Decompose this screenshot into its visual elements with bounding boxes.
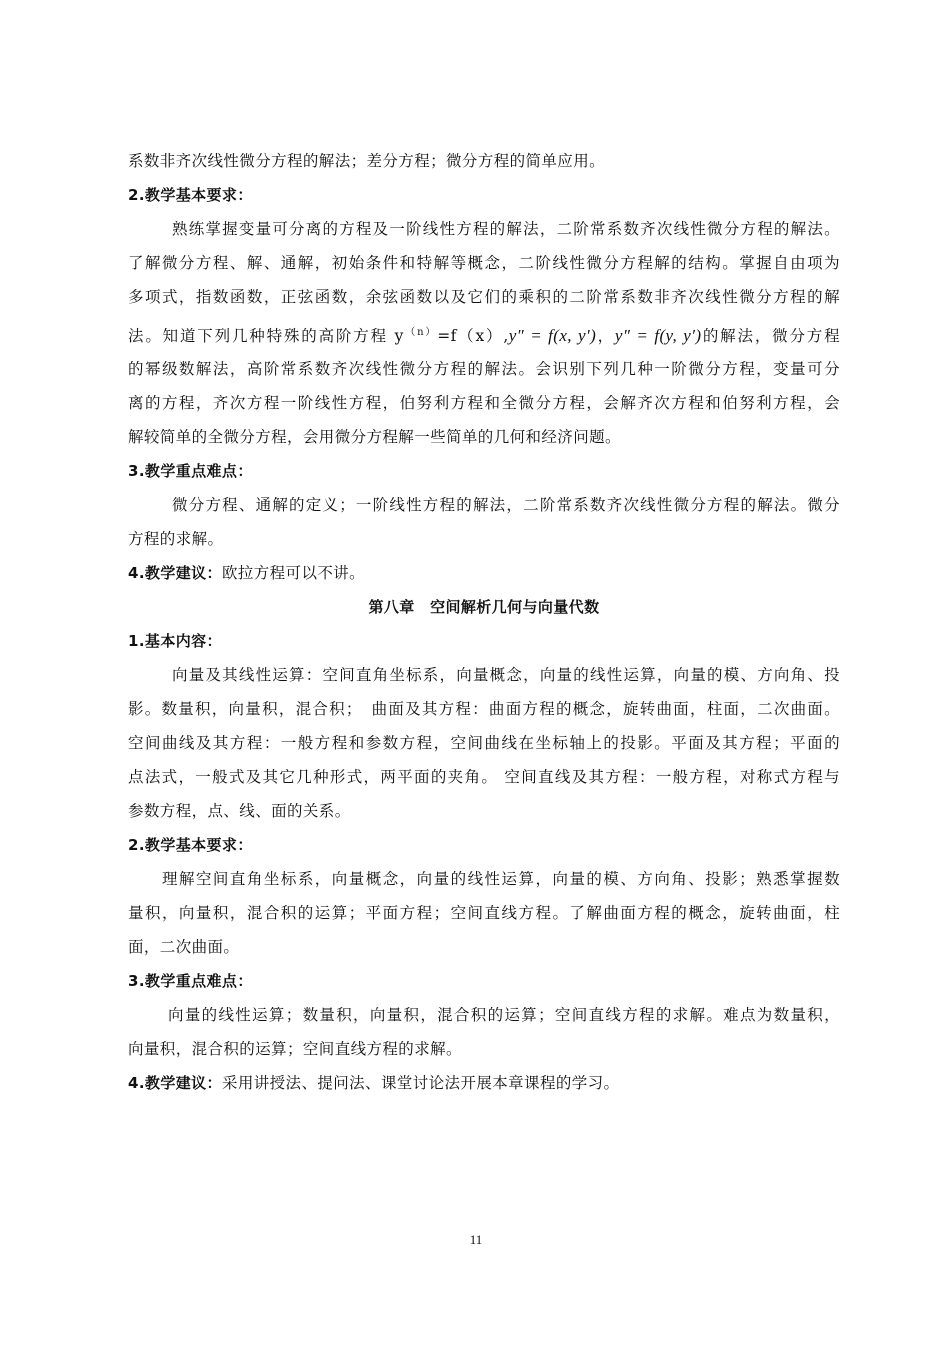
paragraph-line: 向量及其线性运算：空间直角坐标系，向量概念，向量的线性运算，向量的模、方向角、投 [172,666,840,684]
section-heading [128,558,840,592]
paragraph-line: 量积，向量积，混合积的运算；平面方程；空间直线方程。了解曲面方程的概念，旋转曲面，柱 [128,904,840,922]
section-heading: 1.基本内容： [128,632,222,650]
paragraph-line: 多项式，指数函数，正弦函数，余弦函数以及它们的乘积的二阶常系数非齐次线性微分方程的解 [128,288,840,306]
paragraph-line: 离的方程，齐次方程一阶线性方程，伯努利方程和全微分方程，会解齐次方程和伯努利方程，会 [128,394,840,412]
formula-suffix-text: 的解法，微分方程 [701,327,840,346]
paragraph-line: 解较简单的全微分方程，会用微分方程解一些简单的几何和经济问题。 [128,428,621,446]
paragraph-line: 空间曲线及其方程：一般方程和参数方程，空间曲线在坐标轴上的投影。平面及其方程；平面的 [128,734,840,752]
formula-inline-text: =f（x）, [437,327,509,346]
chapter-title: 第八章 空间解析几何与向量代数 [368,598,600,616]
paragraph-line: 微分方程、通解的定义；一阶线性方程的解法，二阶常系数齐次线性微分方程的解法。微分 [172,496,840,514]
paragraph-line: 的幂级数解法，高阶常系数齐次线性微分方程的解法。会识别下列几种一阶微分方程，变量可分 [128,360,840,378]
paragraph-line: 参数方程，点、线、面的关系。 [128,802,351,820]
paragraph-line: 方程的求解。 [128,530,224,548]
section-heading: 2.教学基本要求： [128,836,253,854]
paragraph-line: 向量的线性运算；数量积，向量积，混合积的运算；空间直线方程的求解。难点为数量积， [168,1006,840,1024]
suggestion-text: 欧拉方程可以不讲。 [221,564,366,582]
paragraph-line: 系数非齐次线性微分方程的解法；差分方程；微分方程的简单应用。 [128,152,606,170]
section-heading: 3.教学重点难点： [128,462,253,480]
formula-prefix-text: 法。知道下列几种特殊的高阶方程 y [128,327,404,346]
paragraph-line: 了解微分方程、解、通解，初始条件和特解等概念，二阶线性微分方程解的结构。掌握自由项为 [128,254,840,272]
paragraph-line-with-formula [128,316,840,354]
suggestion-text: 采用讲授法、提问法、课堂讨论法开展本章课程的学习。 [221,1074,620,1092]
page-body [128,146,840,1102]
formula-equation-1: y″ = f(x, y′) [508,326,597,346]
paragraph-line: 向量积，混合积的运算；空间直线方程的求解。 [128,1040,462,1058]
formula-equation-2: y″ = f(y, y′) [614,326,702,346]
suggestion-label: 4.教学建议： [128,564,222,582]
paragraph-line: 理解空间直角坐标系，向量概念，向量的线性运算，向量的模、方向角、投影；熟悉掌握数 [162,870,840,888]
paragraph-line: 点法式，一般式及其它几种形式，两平面的夹角。 空间直线及其方程：一般方程，对称式方程与 [128,768,840,786]
formula-separator: ， [596,327,615,346]
section-heading: 3.教学重点难点： [128,972,253,990]
formula-superscript: （n） [403,327,438,338]
paragraph-line: 面，二次曲面。 [128,938,240,956]
paragraph-line: 影。数量积，向量积，混合积； 曲面及其方程：曲面方程的概念，旋转曲面，柱面，二次曲面。 [128,700,840,718]
page-number: 11 [469,1232,483,1247]
paragraph-line: 熟练掌握变量可分离的方程及一阶线性方程的解法，二阶常系数齐次线性微分方程的解法。 [172,220,840,238]
suggestion-label: 4.教学建议： [128,1074,222,1092]
section-heading [128,1068,840,1102]
section-heading: 2.教学基本要求： [128,186,253,204]
